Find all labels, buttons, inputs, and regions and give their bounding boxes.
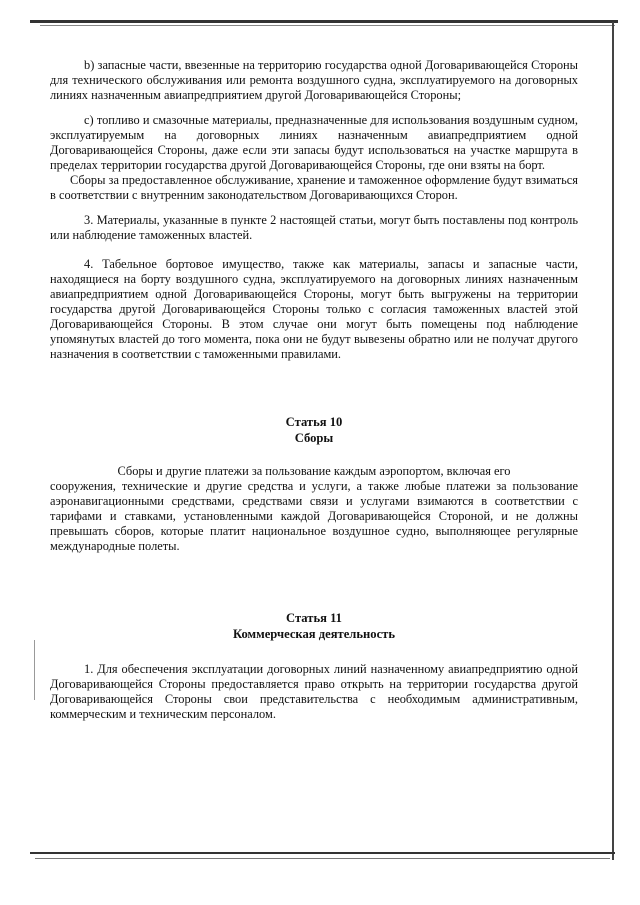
article11-number: Статья 11 bbox=[286, 611, 342, 625]
article9-fees: Сборы за предоставленное обслуживание, хранение и таможенное оформление будут взиматься в соответствии с внутренним законодательством Договаривающихся Сторон. bbox=[50, 173, 578, 202]
document-page bbox=[50, 58, 578, 722]
scan-border-right bbox=[612, 22, 614, 860]
article9-item-b: b) запасные части, ввезенные на территорию государства одной Договаривающейся Стороны для технического обслуживания или ремонта воздушного судна, эксплуатируемого на договорных линиях назначенным авиапредприятием другой Договаривающейся Стороны; bbox=[50, 58, 578, 102]
scan-border-left bbox=[34, 640, 35, 700]
article10-number: Статья 10 bbox=[285, 415, 343, 429]
article11-title: Коммерческая деятельность bbox=[232, 627, 396, 641]
article10-title: Сборы bbox=[294, 431, 334, 445]
article11-para1: 1. Для обеспечения эксплуатации договорных линий назначенному авиапредприятию одной Договаривающейся Стороны предоставляется право открыть на территории государства другой Договаривающейся Стороны свои представительства с необходимым административным, коммерческим и техническим персоналом. bbox=[50, 662, 578, 721]
scan-border-top-inner bbox=[40, 25, 615, 26]
article9-para4: 4. Табельное бортовое имущество, также как материалы, запасы и запасные части, находящиеся на борту воздушного судна, эксплуатируемого на договорных линиях назначенным авиапредприятием одной Договаривающейся Стороны, могут быть выгружены на территории государства другой Договаривающейся Стороны только с согласия таможенных властей этой Договаривающейся Стороны. В этом случае они могут быть помещены под наблюдение упомянутых властей до того момента, пока они не будут вывезены обратно или не получат другого назначения в соответствии с таможенными правилами. bbox=[50, 257, 578, 361]
article10-line1: Сборы и другие платежи за пользование каждым аэропортом, включая его bbox=[117, 464, 511, 478]
scan-border-top bbox=[30, 20, 618, 23]
scan-border-bottom-inner bbox=[35, 858, 610, 859]
scan-border-bottom bbox=[30, 852, 615, 854]
article10-body: сооружения, технические и другие средства и услуги, а также любые платежи за пользование аэронавигационными средствами, средствами связи и услугами взимаются в соответствии с тарифами и ставками, установленными каждой Договаривающейся Стороной, и не должны превышать сборов, которые платит национальное воздушное судно, выполняющее регулярные международные полеты. bbox=[50, 479, 578, 553]
article9-para3: 3. Материалы, указанные в пункте 2 настоящей статьи, могут быть поставлены под контроль или наблюдение таможенных властей. bbox=[50, 213, 578, 242]
article9-item-c: c) топливо и смазочные материалы, предназначенные для использования воздушным судном, эксплуатируемым на договорных линиях назначенным авиапредприятием одной Договаривающейся Стороны, даже если эти запасы будут использоваться на участке маршрута в пределах территории государства другой Договаривающейся Стороны, где они взяты на борт. bbox=[50, 113, 578, 172]
